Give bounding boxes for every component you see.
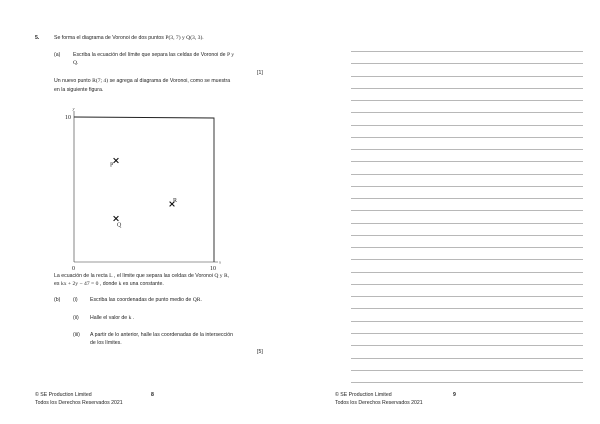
part-b-iii-line1: A partir de lo anterior, halle las coordenadas de la intersección [90,332,234,338]
line-l-var-qr: Q y R [214,273,228,279]
plot-points [110,158,177,228]
answer-line [351,51,583,52]
answer-line [351,63,583,64]
right-page [300,0,600,424]
part-a-label: (a) [54,52,61,58]
answer-line [351,259,583,260]
part-b-iii-label: (iii) [73,332,80,338]
part-b-marks: [5] [257,349,263,355]
footer-page-number-left: 8 [151,392,154,398]
question-intro [54,35,204,42]
line-l-var: L [109,273,113,279]
x-axis-label: x [219,259,221,265]
part-b-ii-label: (ii) [73,315,79,321]
answer-line [351,112,583,113]
line-l-text-a: La ecuación de la recta [54,273,108,279]
answer-line [351,272,583,273]
point-q-label: Q [117,222,122,229]
plot-border [74,117,214,262]
line-l-text-c: , [227,273,230,279]
part-a-text: Escriba la ecuación del límite que separa las celdas de Voronoi de [73,52,226,58]
answer-line [351,235,583,236]
part-b-i-label: (i) [73,297,78,303]
answer-line [351,137,583,138]
answer-line [351,149,583,150]
point-q-marker [114,216,119,221]
plot-axes [72,106,222,265]
part-b-i-var: QR. [192,297,202,303]
part-a-text-line1 [73,52,234,59]
point-r [170,198,177,206]
answer-line [351,223,583,224]
answer-line [351,186,583,187]
answer-line [351,247,583,248]
part-b-ii-text-main: Halle el valor de [90,315,128,321]
line-l-text-donde: , donde [99,281,118,287]
answer-line [351,308,583,309]
line-l-var-k: k [118,281,122,287]
answer-line [351,125,583,126]
answer-line [351,296,583,297]
point-p [110,158,118,168]
part-a-text-line2: Q. [73,60,79,66]
footer-copyright-right: © SE Production Limited [335,392,392,398]
question-number: 5. [35,35,40,41]
plot-ticks [65,115,216,272]
voronoi-plot [60,102,230,272]
line-l-text-es: es [54,281,60,287]
point-r-label: R [173,198,178,204]
footer-rights-right: Todos los Derechos Reservados 2021 [335,400,423,406]
answer-line [351,198,583,199]
x-tick-label-0: 0 [72,266,75,272]
footer-page-number-right: 9 [453,392,456,398]
question-intro-points: P(3, 7) y Q(3, 3). [165,35,204,41]
answer-line [351,88,583,89]
answer-line [351,382,583,383]
answer-line [351,358,583,359]
answer-line [351,284,583,285]
new-point-text-a: Un nuevo punto [54,78,91,84]
new-point-r: R(7; 4) [92,78,109,84]
line-l-text2 [54,281,164,288]
part-b-i-text-main: Escriba las coordenadas de punto medio de [90,297,192,303]
line-l-equation: kx + 2y − 47 = 0 [60,281,99,287]
answer-line [351,321,583,322]
y-tick-label-10: 10 [65,115,71,121]
part-b-i-text [90,297,202,304]
answer-line [351,210,583,211]
x-tick-label-10: 10 [210,266,216,272]
line-l-text-constant: es una constante. [122,281,164,287]
y-axis-label: y [72,106,75,111]
point-p-label: P [110,162,114,169]
part-b-label: (b) [54,297,61,303]
answer-line [351,370,583,371]
question-intro-text: Se forma el diagrama de Voronoi de dos puntos [54,35,164,41]
part-b-iii-line2: de los límites. [90,340,122,346]
line-l-text1 [54,273,229,280]
point-p-marker [114,158,119,163]
answer-line [351,345,583,346]
point-q [114,216,122,228]
new-point-line1 [54,78,230,85]
line-l-text-b: , el límite que separa las celdas de Voronoi [113,273,213,279]
answer-line [351,174,583,175]
part-a-var-p: P y [227,52,235,58]
answer-line [351,76,583,77]
new-point-line2: en la siguiente figura. [54,87,104,93]
part-b-ii-var: k . [128,315,135,321]
footer-copyright-left: © SE Production Limited [35,392,92,398]
footer-rights-left: Todos los Derechos Reservados 2021 [35,400,123,406]
answer-line [351,100,583,101]
part-b-ii-text [90,315,134,322]
answer-line [351,333,583,334]
part-a-marks: [1] [257,70,263,76]
answer-line [351,161,583,162]
new-point-text-b: se agrega al diagrama de Voronoi, como se muestra [109,78,231,84]
